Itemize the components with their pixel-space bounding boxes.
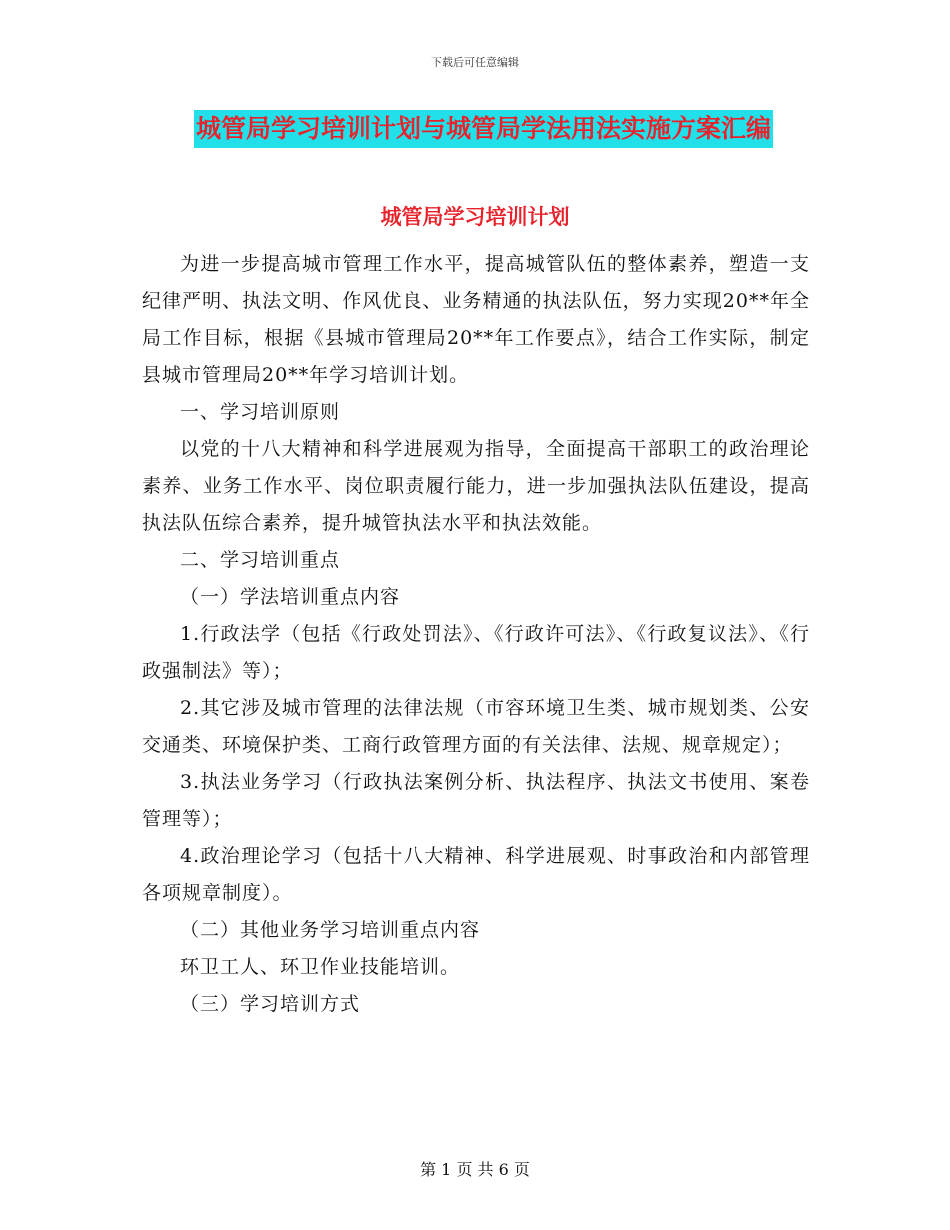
paragraph-intro: 为进一步提高城市管理工作水平，提高城管队伍的整体素养，塑造一支纪律严明、执法文明、作风优良、业务精通的执法队伍，努力实现20**年全局工作目标，根据《县城市管理局20**年工作要点》，结合工作实际，制定县城市管理局20**年学习培训计划。 (142, 253, 810, 386)
document-main-title: 城管局学习培训计划与城管局学法用法实施方案汇编 (194, 110, 773, 148)
document-body (142, 246, 810, 1023)
list-item-other-laws: 2.其它涉及城市管理的法律法规（市容环境卫生类、城市规划类、公安交通类、环境保护类、工商行政管理方面的有关法律、法规、规章规定）； (142, 697, 810, 756)
subheading-other-training: （二）其他业务学习培训重点内容 (180, 919, 481, 941)
list-item-political-theory: 4.政治理论学习（包括十八大精神、科学进展观、时事政治和内部管理各项规章制度）。 (142, 845, 810, 904)
page-number: 第 1 页 共 6 页 (420, 1160, 530, 1179)
list-item-enforcement: 3.执法业务学习（行政执法案例分析、执法程序、执法文书使用、案卷管理等）； (142, 771, 810, 830)
list-item-admin-law: 1.行政法学（包括《行政处罚法》、《行政许可法》、《行政复议法》、《行政强制法》等）； (142, 623, 810, 682)
heading-focus: 二、学习培训重点 (180, 549, 341, 571)
paragraph-principles: 以党的十八大精神和科学进展观为指导，全面提高干部职工的政治理论素养、业务工作水平、岗位职责履行能力，进一步加强执法队伍建设，提高执法队伍综合素养，提升城管执法水平和执法效能。 (142, 438, 810, 534)
paragraph-sanitation-training: 环卫工人、环卫作业技能培训。 (180, 956, 461, 978)
subheading-law-training: （一）学法培训重点内容 (180, 586, 401, 608)
heading-principles: 一、学习培训原则 (180, 401, 341, 423)
section-title: 城管局学习培训计划 (380, 205, 570, 229)
header-note: 下载后可任意编辑 (431, 56, 519, 69)
subheading-training-methods: （三）学习培训方式 (180, 993, 361, 1015)
